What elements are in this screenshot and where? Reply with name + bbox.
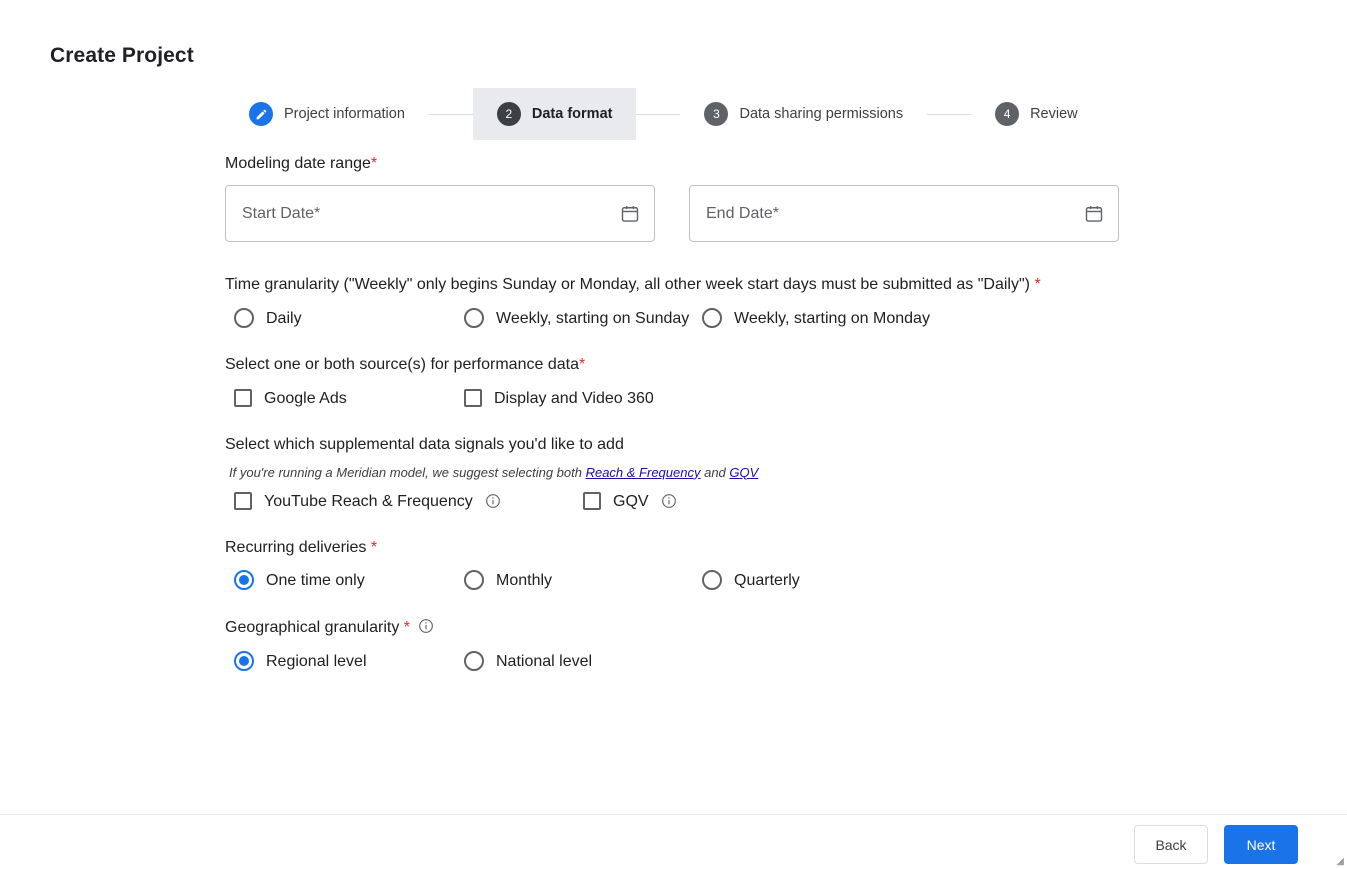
checkbox-option-youtube-reach-frequency[interactable] bbox=[225, 490, 583, 513]
hint-middle: and bbox=[700, 464, 730, 480]
checkbox-dv360-label: Display and Video 360 bbox=[494, 389, 654, 407]
radio-daily-icon[interactable] bbox=[234, 308, 254, 328]
geographical-granularity-options bbox=[225, 650, 1155, 673]
radio-option-regional-level[interactable] bbox=[225, 650, 464, 673]
performance-sources-text: Select one or both source(s) for performance data bbox=[225, 355, 579, 373]
next-button[interactable]: Next bbox=[1224, 825, 1298, 864]
radio-option-monthly[interactable] bbox=[464, 569, 702, 592]
radio-weekly-monday-label: Weekly, starting on Monday bbox=[734, 310, 930, 328]
checkbox-dv360-icon[interactable] bbox=[464, 389, 482, 407]
recurring-deliveries-options bbox=[225, 569, 1155, 592]
supplemental-signals-hint bbox=[229, 465, 1155, 480]
step-3-label: Data sharing permissions bbox=[739, 106, 904, 122]
modeling-date-range-text: Modeling date range bbox=[225, 155, 371, 172]
radio-monthly-icon[interactable] bbox=[464, 570, 484, 590]
step-4-label: Review bbox=[1030, 106, 1078, 122]
supplemental-signals-options bbox=[225, 490, 1155, 513]
info-icon[interactable] bbox=[418, 617, 434, 633]
time-granularity-label bbox=[225, 272, 1125, 299]
checkbox-youtube-reach-frequency-icon[interactable] bbox=[234, 492, 252, 510]
modeling-date-range-label bbox=[225, 152, 1155, 175]
radio-quarterly-label: Quarterly bbox=[734, 572, 800, 590]
checkbox-google-ads-label: Google Ads bbox=[264, 389, 347, 407]
radio-weekly-sunday-label: Weekly, starting on Sunday bbox=[496, 310, 690, 328]
back-button[interactable]: Back bbox=[1134, 825, 1208, 864]
step-2-label: Data format bbox=[531, 106, 613, 122]
step-data-format[interactable] bbox=[473, 88, 637, 140]
geographical-granularity-text: Geographical granularity bbox=[225, 619, 400, 637]
radio-option-weekly-monday[interactable] bbox=[702, 307, 940, 330]
end-date-input[interactable] bbox=[689, 185, 1119, 242]
gqv-link[interactable]: GQV bbox=[729, 464, 759, 480]
radio-option-weekly-sunday[interactable] bbox=[464, 307, 702, 330]
info-icon[interactable] bbox=[661, 493, 677, 509]
radio-national-level-label: National level bbox=[496, 653, 593, 671]
checkbox-youtube-reach-frequency-label: YouTube Reach & Frequency bbox=[264, 492, 473, 510]
step-connector-2 bbox=[636, 114, 680, 115]
checkbox-option-dv360[interactable] bbox=[464, 387, 702, 410]
step-4-number: 4 bbox=[995, 102, 1019, 126]
geographical-granularity-label bbox=[225, 614, 1125, 642]
performance-sources-options bbox=[225, 387, 1155, 410]
radio-daily-label: Daily bbox=[266, 310, 302, 328]
step-1-label: Project information bbox=[284, 106, 405, 122]
performance-sources-label bbox=[225, 352, 1125, 379]
resize-handle-icon[interactable]: ◢ bbox=[1336, 856, 1344, 867]
radio-one-time-only-label: One time only bbox=[266, 572, 365, 590]
checkbox-gqv-icon[interactable] bbox=[583, 492, 601, 510]
footer-actions bbox=[1134, 0, 1298, 869]
radio-option-quarterly[interactable] bbox=[702, 569, 940, 592]
reach-frequency-link[interactable]: Reach & Frequency bbox=[585, 464, 701, 480]
modeling-date-range-required: * bbox=[370, 155, 378, 172]
time-granularity-text: Time granularity ("Weekly" only begins Sunday or Monday, all other week start days must be submitted as "Daily") bbox=[225, 276, 1030, 294]
recurring-deliveries-group bbox=[225, 535, 1155, 593]
page-title: Create Project bbox=[50, 44, 194, 67]
supplemental-signals-label: Select which supplemental data signals you'd like to add bbox=[225, 435, 624, 453]
checkbox-option-google-ads[interactable] bbox=[225, 387, 464, 410]
step-review[interactable] bbox=[971, 88, 1102, 140]
step-connector-3 bbox=[927, 114, 971, 115]
radio-monthly-label: Monthly bbox=[496, 572, 553, 590]
radio-quarterly-icon[interactable] bbox=[702, 570, 722, 590]
radio-option-one-time-only[interactable] bbox=[225, 569, 464, 592]
radio-national-level-icon[interactable] bbox=[464, 651, 484, 671]
recurring-deliveries-label bbox=[225, 535, 1125, 562]
end-date-placeholder: End Date* bbox=[706, 204, 779, 222]
radio-option-daily[interactable] bbox=[225, 307, 464, 330]
radio-weekly-sunday-icon[interactable] bbox=[464, 308, 484, 328]
checkbox-gqv-label: GQV bbox=[613, 492, 649, 510]
performance-sources-required: * bbox=[578, 355, 586, 373]
hint-prefix: If you're running a Meridian model, we suggest selecting both bbox=[229, 464, 586, 480]
recurring-deliveries-text: Recurring deliveries bbox=[225, 538, 367, 556]
radio-regional-level-icon[interactable] bbox=[234, 651, 254, 671]
start-date-input[interactable] bbox=[225, 185, 655, 242]
step-project-information[interactable] bbox=[225, 88, 429, 140]
data-format-form bbox=[225, 152, 1155, 695]
wizard-stepper bbox=[225, 88, 1102, 140]
step-connector-1 bbox=[429, 114, 473, 115]
time-granularity-group bbox=[225, 272, 1155, 330]
time-granularity-required: * bbox=[1034, 276, 1041, 294]
geographical-granularity-group bbox=[225, 614, 1155, 673]
radio-option-national-level[interactable] bbox=[464, 650, 702, 673]
step-2-number: 2 bbox=[497, 102, 521, 126]
geographical-granularity-required: * bbox=[403, 619, 411, 637]
performance-sources-group bbox=[225, 352, 1155, 410]
radio-weekly-monday-icon[interactable] bbox=[702, 308, 722, 328]
calendar-icon[interactable] bbox=[620, 204, 640, 224]
step-3-number: 3 bbox=[704, 102, 728, 126]
radio-one-time-only-icon[interactable] bbox=[234, 570, 254, 590]
calendar-icon[interactable] bbox=[1084, 204, 1104, 224]
time-granularity-options bbox=[225, 307, 1155, 330]
step-data-sharing-permissions[interactable] bbox=[680, 88, 927, 140]
radio-regional-level-label: Regional level bbox=[266, 653, 367, 671]
checkbox-option-gqv[interactable] bbox=[583, 490, 677, 513]
checkbox-google-ads-icon[interactable] bbox=[234, 389, 252, 407]
recurring-deliveries-required: * bbox=[370, 538, 378, 556]
step-1-check-icon bbox=[249, 102, 273, 126]
date-range-row bbox=[225, 185, 1155, 242]
start-date-placeholder: Start Date* bbox=[242, 204, 321, 222]
info-icon[interactable] bbox=[485, 493, 501, 509]
supplemental-signals-group bbox=[225, 432, 1155, 513]
